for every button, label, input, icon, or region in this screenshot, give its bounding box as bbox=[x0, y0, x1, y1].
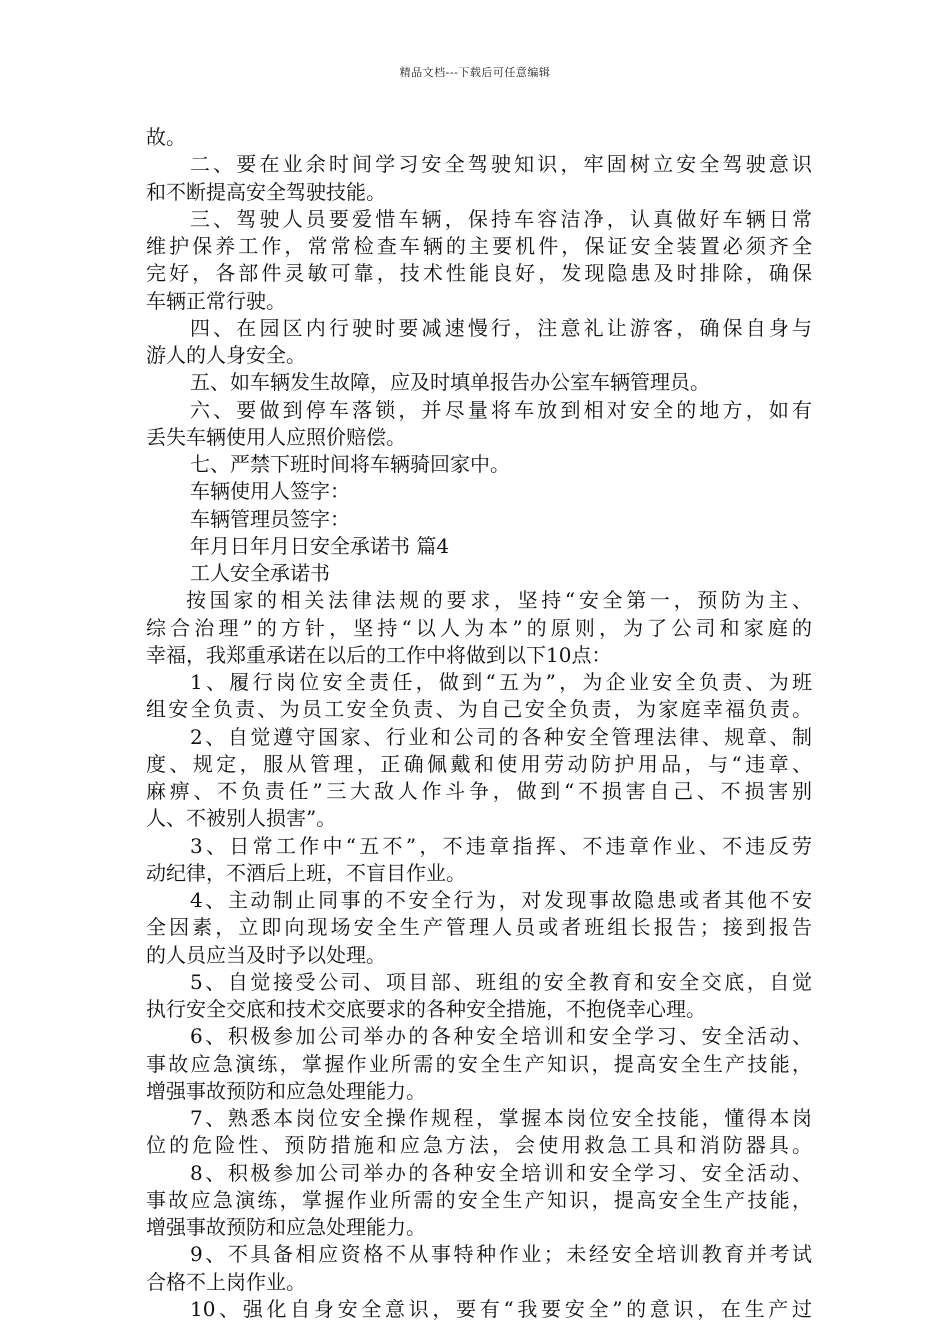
text-line: 10、强化自身安全意识，要有“我要安全”的意识，在生产过 bbox=[190, 1296, 812, 1321]
text-line: 维护保养工作，常常检查车辆的主要机件，保证安全装置必须齐全 bbox=[146, 234, 812, 258]
signature-user-line: 车辆使用人签字： bbox=[190, 479, 350, 504]
text-line: 综合治理”的方针，坚持“以人为本”的原则，为了公司和家庭的 bbox=[146, 615, 812, 640]
text-line: 五、如车辆发生故障，应及时填单报告办公室车辆管理员。 bbox=[190, 370, 710, 395]
signature-manager-line: 车辆管理员签字： bbox=[190, 506, 350, 531]
text-line: 事故应急演练，掌握作业所需的安全生产知识，提高安全生产技能， bbox=[146, 1051, 812, 1076]
document-title: 工人安全承诺书 bbox=[190, 561, 330, 585]
text-line: 按国家的相关法律法规的要求，坚持“安全第一，预防为主、 bbox=[186, 588, 812, 613]
text-line: 全因素，立即向现场安全生产管理人员或者班组长报告；接到报告 bbox=[146, 915, 812, 940]
text-line: 1、履行岗位安全责任，做到“五为”，为企业安全负责、为班 bbox=[190, 670, 812, 694]
text-line: 的人员应当及时予以处理。 bbox=[146, 942, 386, 967]
text-line: 度、规定，服从管理，正确佩戴和使用劳动防护用品，与“违章、 bbox=[146, 751, 812, 776]
text-line: 四、在园区内行驶时要减速慢行，注意礼让游客，确保自身与 bbox=[190, 315, 812, 340]
text-line: 合格不上岗作业。 bbox=[146, 1269, 306, 1294]
text-line: 和不断提高安全驾驶技能。 bbox=[146, 179, 386, 204]
page-header: 精品文档---下载后可任意编辑 bbox=[399, 66, 551, 79]
text-line: 游人的人身安全。 bbox=[146, 343, 306, 367]
text-line: 二、要在业余时间学习安全驾驶知识，牢固树立安全驾驶意识 bbox=[190, 152, 812, 177]
text-line: 执行安全交底和技术交底要求的各种安全措施，不抱侥幸心理。 bbox=[146, 997, 706, 1021]
text-line: 事故应急演练，掌握作业所需的安全生产知识，提高安全生产技能， bbox=[146, 1187, 812, 1212]
text-line: 增强事故预防和应急处理能力。 bbox=[146, 1215, 426, 1239]
text-line: 9、不具备相应资格不从事特种作业；未经安全培训教育并考试 bbox=[190, 1242, 812, 1267]
text-line: 六、要做到停车落锁，并尽量将车放到相对安全的地方，如有 bbox=[190, 397, 812, 422]
section-heading: 年月日年月日安全承诺书 篇4 bbox=[190, 533, 450, 558]
text-line: 车辆正常行驶。 bbox=[146, 288, 286, 313]
document-body bbox=[146, 124, 812, 1323]
text-line: 3、日常工作中“五不”，不违章指挥、不违章作业、不违反劳 bbox=[190, 833, 812, 858]
text-line: 8、积极参加公司举办的各种安全培训和安全学习、安全活动、 bbox=[190, 1160, 812, 1185]
text-line: 动纪律，不酒后上班，不盲目作业。 bbox=[146, 860, 466, 885]
text-line: 三、驾驶人员要爱惜车辆，保持车容洁净，认真做好车辆日常 bbox=[190, 206, 812, 231]
text-line: 2、自觉遵守国家、行业和公司的各种安全管理法律、规章、制 bbox=[190, 724, 812, 749]
text-line: 5、自觉接受公司、项目部、班组的安全教育和安全交底，自觉 bbox=[190, 969, 812, 994]
text-line: 麻痹、不负责任”三大敌人作斗争，做到“不损害自己、不损害别 bbox=[146, 779, 812, 803]
text-line: 4、主动制止同事的不安全行为，对发现事故隐患或者其他不安 bbox=[190, 888, 812, 912]
text-line: 七、严禁下班时间将车辆骑回家中。 bbox=[190, 452, 510, 476]
text-line: 组安全负责、为员工安全负责、为自己安全负责，为家庭幸福负责。 bbox=[146, 697, 812, 722]
text-line: 完好，各部件灵敏可靠，技术性能良好，发现隐患及时排除，确保 bbox=[146, 261, 812, 286]
text-line: 6、积极参加公司举办的各种安全培训和安全学习、安全活动、 bbox=[190, 1024, 812, 1049]
text-line: 故。 bbox=[146, 125, 186, 149]
text-line: 7、熟悉本岗位安全操作规程，掌握本岗位安全技能，懂得本岗 bbox=[190, 1106, 812, 1130]
text-line: 位的危险性、预防措施和应急方法，会使用救急工具和消防器具。 bbox=[146, 1133, 812, 1158]
text-line: 丢失车辆使用人应照价赔偿。 bbox=[146, 424, 406, 449]
text-line: 增强事故预防和应急处理能力。 bbox=[146, 1078, 426, 1103]
text-line: 幸福，我郑重承诺在以后的工作中将做到以下10点： bbox=[146, 642, 612, 667]
text-line: 人、不被别人损害”。 bbox=[146, 806, 337, 831]
